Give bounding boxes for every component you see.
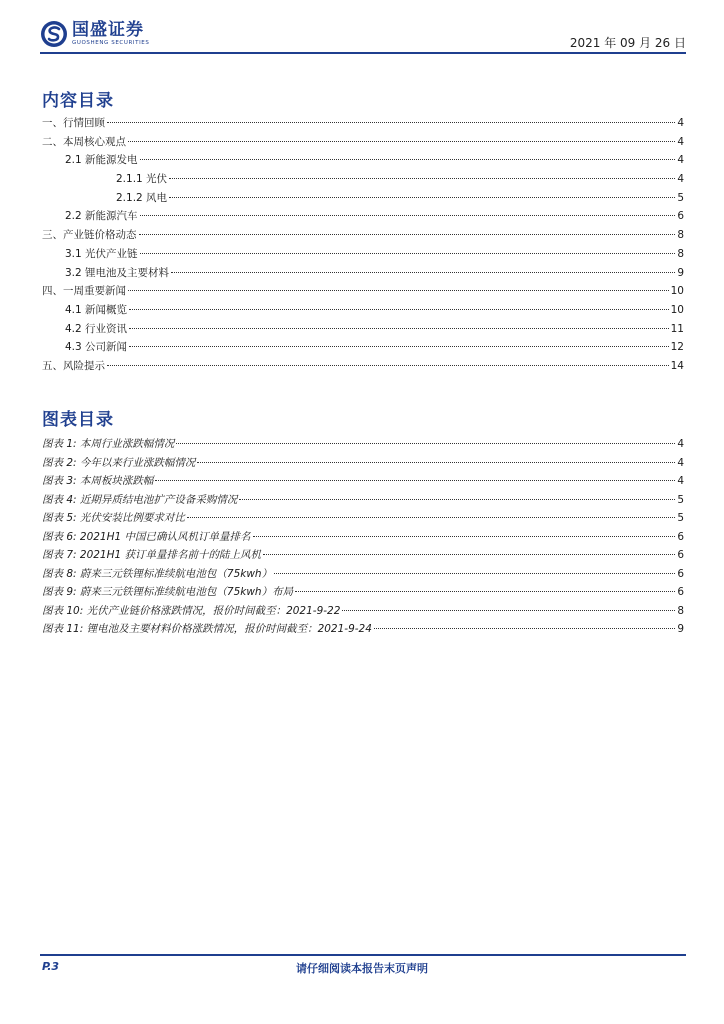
entry-label: 2.1 新能源发电 [65,154,138,167]
entry-page-number: 5 [677,191,684,204]
figure-entry[interactable] [42,584,684,603]
entry-page-number: 8 [677,604,684,617]
figure-entry[interactable] [42,547,684,566]
entry-page-number: 6 [677,530,684,543]
entry-page-number: 6 [677,567,684,580]
dot-leader [129,346,669,347]
entry-label: 图表 4: 近期异质结电池扩产设备采购情况 [42,493,238,506]
dot-leader [128,290,669,291]
figure-entry[interactable] [42,492,684,511]
entry-page-number: 4 [677,117,684,129]
contents-list [42,115,684,377]
figures-list [42,436,684,640]
dot-leader [274,573,675,574]
contents-title: 内容目录 [42,91,114,111]
dot-leader [263,554,675,555]
entry-page-number: 8 [677,229,684,242]
entry-label: 图表 2: 今年以来行业涨跌幅情况 [42,456,196,469]
toc-entry[interactable] [42,302,684,321]
entry-page-number: 9 [677,623,684,635]
entry-page-number: 10 [670,285,684,298]
toc-entry[interactable] [42,246,684,265]
figure-entry[interactable] [42,566,684,585]
dot-leader [169,197,675,198]
entry-label: 4.2 行业资讯 [65,322,128,335]
entry-page-number: 9 [677,266,684,279]
entry-label: 2.1.2 风电 [116,191,168,204]
logo-chinese-name: 国盛证券 [72,20,144,40]
entry-label: 图表 9: 蔚来三元铁锂标准续航电池包（75kwh）布局 [42,586,294,598]
entry-label: 3.1 光伏产业链 [65,247,138,260]
dot-leader [107,122,675,123]
dot-leader [169,178,675,179]
entry-label: 一、行情回顾 [42,117,105,129]
dot-leader [239,499,675,500]
figures-title: 图表目录 [42,410,114,430]
entry-page-number: 4 [677,438,684,450]
entry-label: 图表 11: 锂电池及主要材料价格涨跌情况，报价时间截至：2021-9-24 [42,623,372,635]
dot-leader [140,253,676,254]
dot-leader [107,365,669,366]
figure-entry[interactable] [42,436,684,455]
dot-leader [139,234,676,235]
entry-label: 图表 1: 本周行业涨跌幅情况 [42,438,175,450]
toc-entry[interactable] [42,339,684,358]
dot-leader [155,480,675,481]
dot-leader [253,536,676,537]
toc-entry[interactable] [42,171,684,190]
footer-divider [40,954,686,956]
entry-label: 3.2 锂电池及主要材料 [65,266,170,279]
dot-leader [374,628,675,629]
entry-page-number: 12 [670,341,684,354]
entry-label: 图表 8: 蔚来三元铁锂标准续航电池包（75kwh） [42,567,273,580]
report-date: 2021 年 09 月 26 日 [569,36,686,50]
figure-entry[interactable] [42,473,684,492]
entry-label: 三、产业链价格动态 [42,229,137,242]
dot-leader [140,215,676,216]
figure-entry[interactable] [42,621,684,640]
entry-page-number: 4 [677,135,684,148]
dot-leader [295,591,675,592]
page-number: P.3 [42,960,60,973]
entry-page-number: 4 [677,456,684,469]
figure-entry[interactable] [42,455,684,474]
figure-entry[interactable] [42,529,684,548]
entry-label: 4.3 公司新闻 [65,341,128,354]
entry-page-number: 5 [677,493,684,506]
dot-leader [140,159,676,160]
toc-entry[interactable] [42,134,684,153]
entry-page-number: 6 [677,210,684,223]
dot-leader [129,309,669,310]
toc-entry[interactable] [42,321,684,340]
dot-leader [342,610,675,611]
entry-page-number: 4 [677,154,684,167]
logo-english-name: GUOSHENG SECURITIES [72,40,150,46]
dot-leader [176,443,675,444]
entry-page-number: 11 [670,322,684,335]
toc-entry[interactable] [42,227,684,246]
entry-label: 2.2 新能源汽车 [65,210,138,223]
entry-label: 4.1 新闻概览 [65,303,128,316]
toc-entry[interactable] [42,283,684,302]
entry-page-number: 14 [670,359,684,372]
dot-leader [128,141,675,142]
entry-label: 五、风险提示 [42,359,105,372]
entry-page-number: 10 [670,303,684,316]
entry-label: 图表 5: 光伏安装比例要求对比 [42,512,185,524]
entry-page-number: 6 [677,586,684,598]
entry-page-number: 6 [677,549,684,561]
entry-label: 图表 3: 本周板块涨跌幅 [42,475,154,487]
page-header [40,20,686,54]
dot-leader [187,517,675,518]
entry-label: 图表 10: 光伏产业链价格涨跌情况，报价时间截至：2021-9-22 [42,604,341,617]
entry-label: 图表 6: 2021H1 中国已确认风机订单量排名 [42,530,251,543]
company-logo [40,20,149,48]
toc-entry[interactable] [42,265,684,284]
header-divider [40,52,686,54]
entry-label: 图表 7: 2021H1 获订单量排名前十的陆上风机 [42,549,262,561]
entry-page-number: 4 [677,173,684,186]
figure-entry[interactable] [42,603,684,622]
toc-entry[interactable] [42,190,684,209]
entry-page-number: 8 [677,247,684,260]
toc-entry[interactable] [42,115,684,134]
toc-entry[interactable] [42,358,684,377]
dot-leader [171,272,675,273]
figure-entry[interactable] [42,510,684,529]
toc-entry[interactable] [42,152,684,171]
dot-leader [129,328,669,329]
entry-page-number: 5 [677,512,684,524]
entry-label: 2.1.1 光伏 [116,173,168,186]
disclaimer-note: 请仔细阅读本报告末页声明 [296,962,428,975]
entry-label: 二、本周核心观点 [42,135,126,148]
entry-page-number: 4 [677,475,684,487]
logo-mark-icon [40,20,68,48]
dot-leader [197,462,675,463]
toc-entry[interactable] [42,208,684,227]
entry-label: 四、一周重要新闻 [42,285,126,298]
